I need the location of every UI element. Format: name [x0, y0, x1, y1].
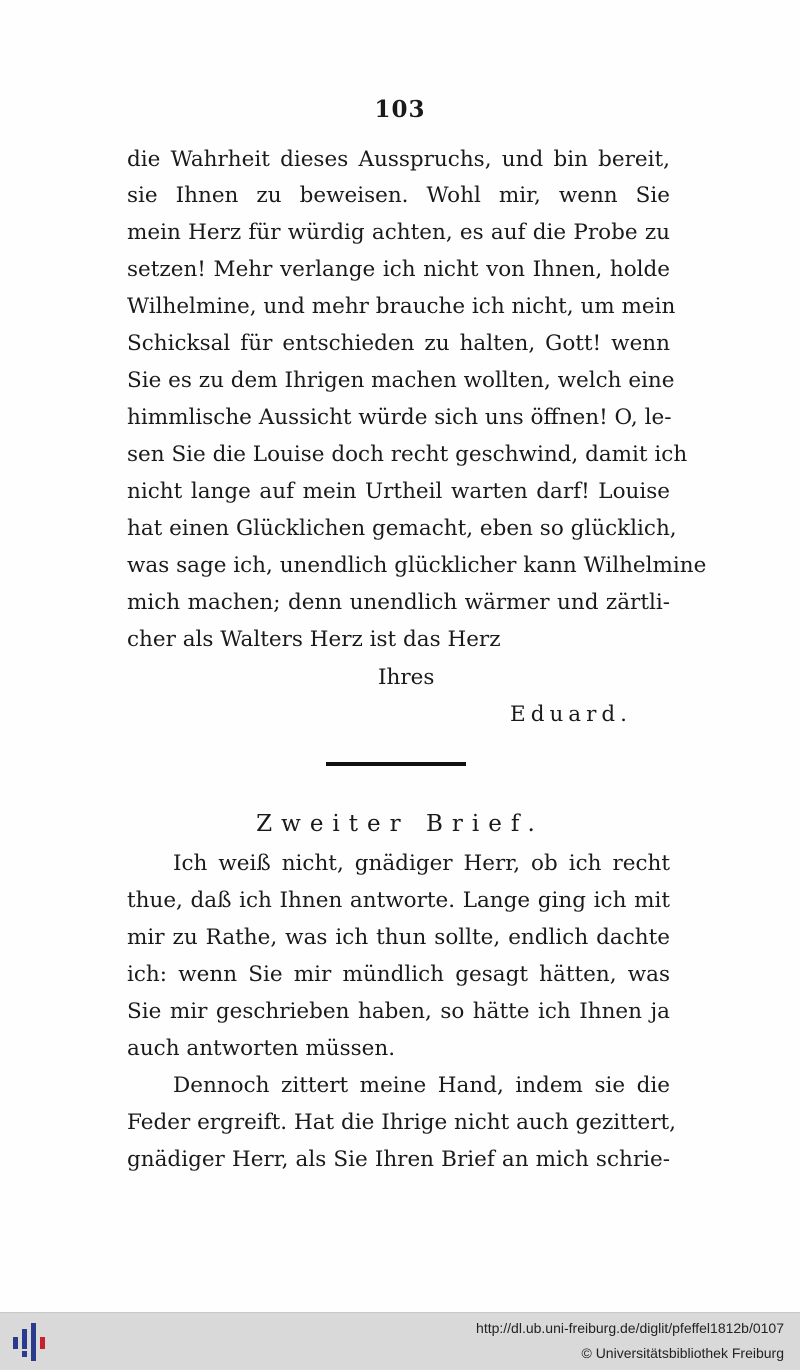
- text-line: mir zu Rathe, was ich thun sollte, endlich dachte: [127, 925, 670, 950]
- text-line: gnädiger Herr, als Sie Ihren Brief an mich schrie-: [127, 1147, 670, 1172]
- letter-closing: Ihres: [378, 665, 435, 690]
- text-line: Dennoch zittert meine Hand, indem sie die: [173, 1073, 670, 1098]
- text-line: Wilhelmine, und mehr brauche ich nicht, um mein: [127, 294, 676, 319]
- text-line: sen Sie die Louise doch recht geschwind, damit ich: [127, 442, 688, 467]
- text-line: cher als Walters Herz ist das Herz: [127, 627, 501, 652]
- text-line: was sage ich, unendlich glücklicher kann Wilhelmine: [127, 553, 707, 578]
- text-line: Sie mir geschrieben haben, so hätte ich Ihnen ja: [127, 999, 670, 1024]
- text-line: die Wahrheit dieses Ausspruchs, und bin bereit,: [127, 147, 670, 172]
- copyright-notice: © Universitätsbibliothek Freiburg: [581, 1345, 784, 1361]
- text-line: auch antworten müssen.: [127, 1036, 396, 1061]
- text-line: setzen! Mehr verlange ich nicht von Ihnen, holde: [127, 257, 670, 282]
- text-line: nicht lange auf mein Urtheil warten darf! Louise: [127, 479, 670, 504]
- section-divider: [326, 762, 466, 766]
- text-line: himmlische Aussicht würde sich uns öffnen! O, le-: [127, 405, 672, 430]
- letter-signature: Eduard.: [510, 702, 632, 727]
- viewer-footer: [0, 1312, 800, 1370]
- text-line: Sie es zu dem Ihrigen machen wollten, welch eine: [127, 368, 675, 393]
- permalink-url[interactable]: http://dl.ub.uni-freiburg.de/diglit/pfeffel1812b/0107: [476, 1320, 784, 1336]
- text-line: hat einen Glücklichen gemacht, eben so glücklich,: [127, 516, 677, 541]
- text-line: sie Ihnen zu beweisen. Wohl mir, wenn Sie: [127, 183, 670, 208]
- text-line: thue, daß ich Ihnen antworte. Lange ging ich mit: [127, 888, 670, 913]
- text-line: Schicksal für entschieden zu halten, Gott! wenn: [127, 331, 670, 356]
- text-line: Feder ergreift. Hat die Ihrige nicht auch gezittert,: [127, 1110, 676, 1135]
- text-line: mich machen; denn unendlich wärmer und zärtli-: [127, 590, 670, 615]
- section-heading: Zweiter Brief.: [256, 811, 544, 837]
- text-line: Ich weiß nicht, gnädiger Herr, ob ich recht: [173, 851, 670, 876]
- text-line: ich: wenn Sie mir mündlich gesagt hätten, was: [127, 962, 670, 987]
- ub-freiburg-logo-icon[interactable]: [13, 1323, 47, 1361]
- page-number: 103: [374, 96, 426, 123]
- text-line: mein Herz für würdig achten, es auf die Probe zu: [127, 220, 670, 245]
